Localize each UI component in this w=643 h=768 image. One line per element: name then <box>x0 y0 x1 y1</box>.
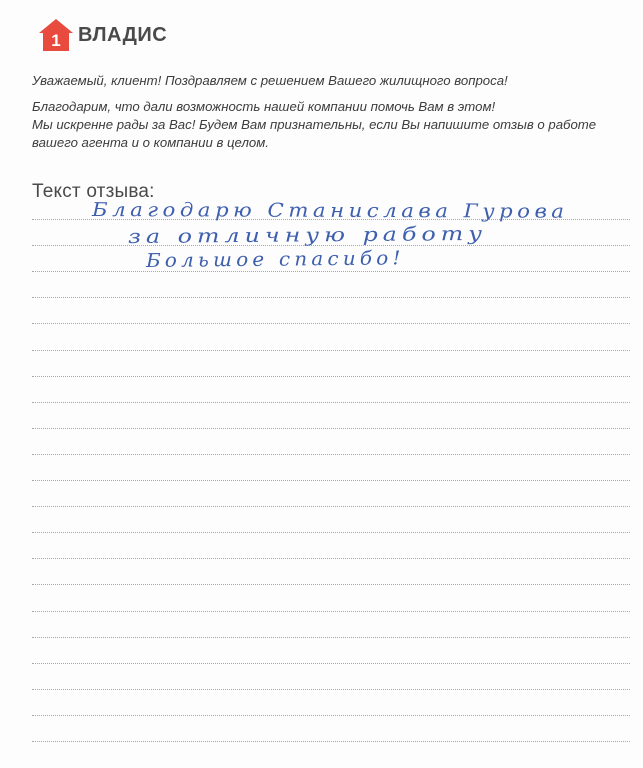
handwritten-line-2: за отличную работу <box>127 222 488 248</box>
writing-rule <box>32 454 630 455</box>
writing-rule <box>32 689 630 690</box>
review-heading: Текст отзыва: <box>32 181 155 202</box>
writing-rule <box>32 402 630 403</box>
handwritten-line-1: Благодарю Станислава Гурова <box>91 199 569 223</box>
writing-rule <box>32 350 630 351</box>
greeting-text: Уважаемый, клиент! Поздравляем с решением Вашего жилищного вопроса! <box>32 73 508 88</box>
writing-rule <box>32 323 630 324</box>
writing-rule <box>32 245 630 246</box>
writing-rule <box>32 428 630 429</box>
logo-digit: 1 <box>51 31 61 50</box>
writing-rule <box>32 741 630 742</box>
writing-rule <box>32 376 630 377</box>
writing-rule <box>32 584 630 585</box>
thanks-line-3: вашего агента и о компании в целом. <box>32 135 269 150</box>
brand-name: ВЛАДИС <box>78 24 168 46</box>
thanks-line-1: Благодарим, что дали возможность нашей компании помочь Вам в этом! <box>32 99 496 114</box>
writing-rule <box>32 219 630 220</box>
writing-rule <box>32 480 630 481</box>
writing-rule <box>32 297 630 298</box>
writing-rule <box>32 271 630 272</box>
writing-rule <box>32 506 630 507</box>
writing-lines <box>32 0 632 768</box>
writing-rule <box>32 611 630 612</box>
writing-rule <box>32 532 630 533</box>
writing-rule <box>32 637 630 638</box>
writing-rule <box>32 558 630 559</box>
handwritten-line-3: Большое спасибо! <box>145 247 405 272</box>
writing-rule <box>32 663 630 664</box>
thanks-line-2: Мы искренне рады за Вас! Будем Вам признательны, если Вы напишите отзыв о работе <box>32 117 597 132</box>
writing-rule <box>32 715 630 716</box>
